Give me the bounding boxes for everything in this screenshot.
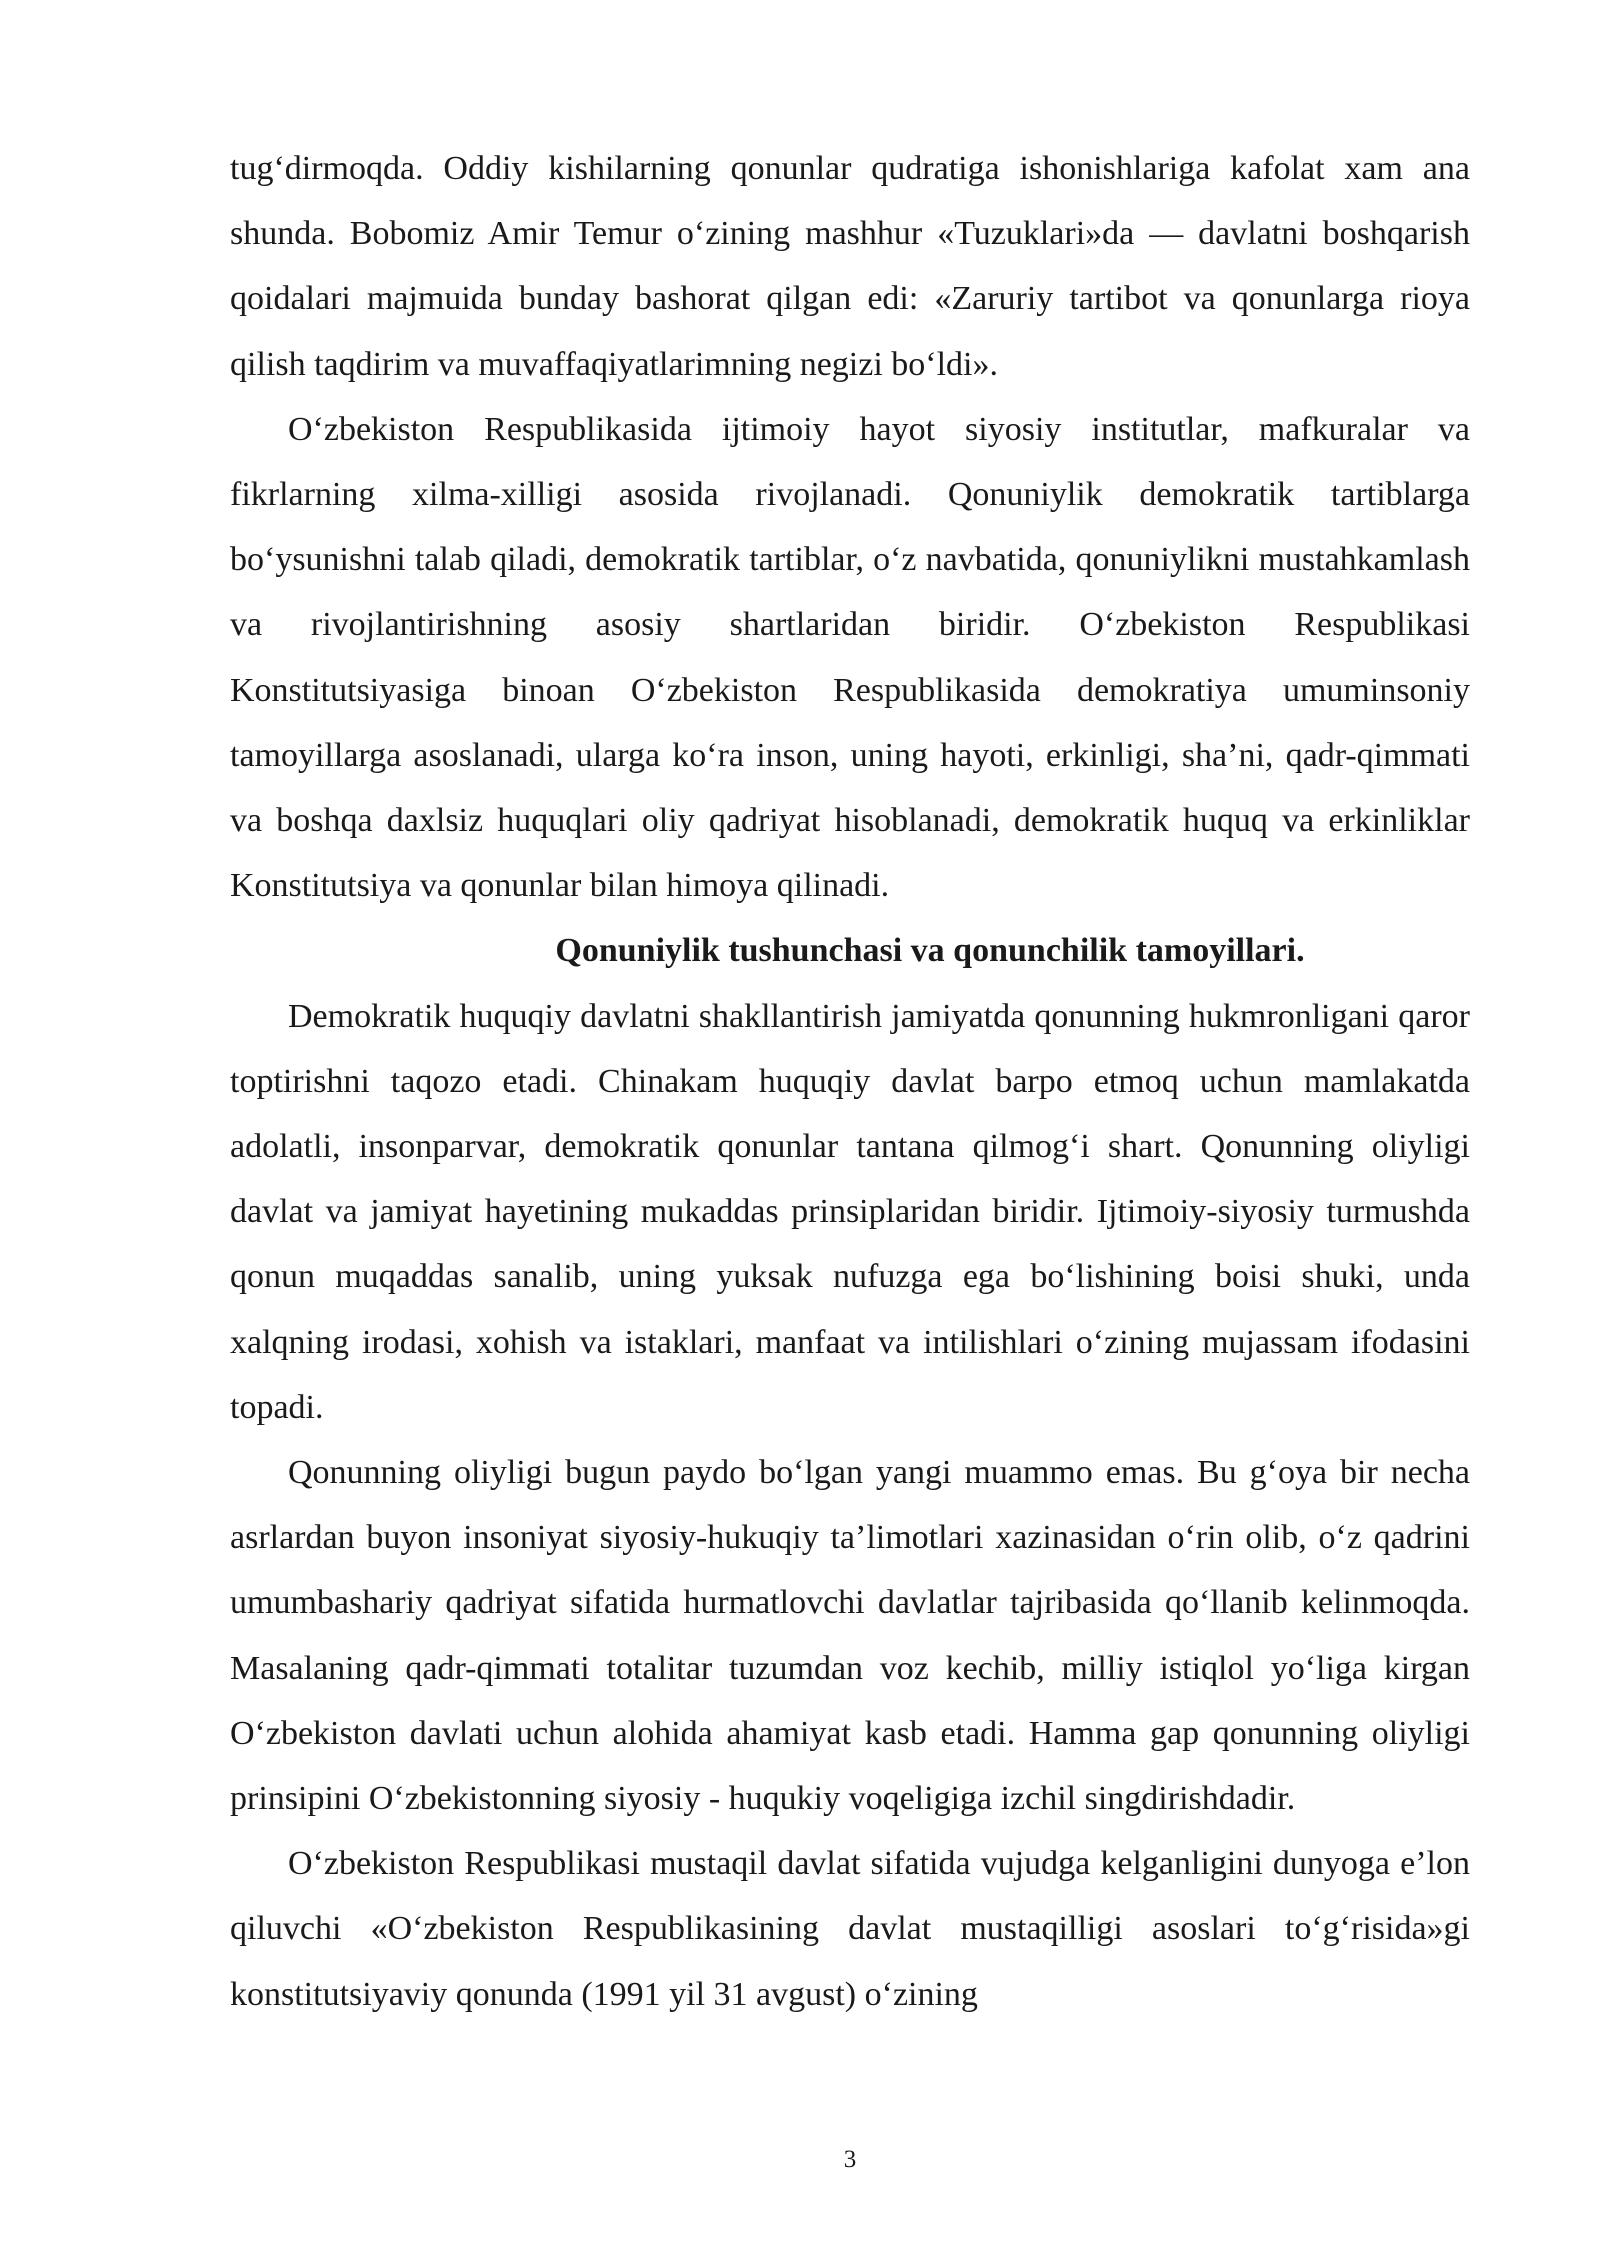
paragraph-democracy: O‘zbekiston Respublikasida ijtimoiy hayot siyosiy institutlar, mafkuralar va fikrlarning xilma-xilligi asosida rivojlanadi. Qonuniylik demokratik tartiblarga bo‘ysunishni talab qiladi, demokratik tartiblar, o‘z navbatida, qonuniylikni mustahkamlash va rivojlantirishning asosiy shartlaridan biridir. O‘zbekiston Respublikasi Konstitutsiyasiga binoan O‘zbekiston Respublikasida demokratiya umuminsoniy tamoyillarga asoslanadi, ularga ko‘ra inson, uning hayoti, erkinligi, sha’ni, qadr-qimmati va boshqa daxlsiz huquqlari oliy qadriyat hisoblanadi, demokratik huquq va erkinliklar Konstitutsiya va qonunlar bilan himoya qilinadi. (230, 410, 1470, 905)
section-heading: Qonuniylik tushunchasi va qonunchilik tamoyillari. (555, 932, 1305, 970)
paragraph-independence: O‘zbekiston Respublikasi mustaqil davlat sifatida vujudga kelganligini dunyoga e’lon qiluvchi «O‘zbekiston Respublikasining davlat mustaqilligi asoslari to‘g‘risida»gi konstitutsiyaviy qonunda (1991 yil 31 avgust) o‘zining (230, 1845, 1470, 2013)
paragraph-supremacy-of-law: Qonunning oliyligi bugun paydo bo‘lgan yangi muammo emas. Bu g‘oya bir necha asrlardan buyon insoniyat siyosiy-hukuqiy ta’limotlari xazinasidan o‘rin olib, o‘z qadrini umumbashariy qadriyat sifatida hurmatlovchi davlatlar tajribasida qo‘llanib kelinmoqda. Masalaning qadr-qimmati totalitar tuzumdan voz kechib, milliy istiqlol yo‘liga kirgan O‘zbekiston davlati uchun alohida ahamiyat kasb etadi. Hamma gap qonunning oliyligi prinsipini O‘zbekistonning siyosiy - huqukiy voqeligiga izchil singdirishdadir. (230, 1454, 1470, 1818)
page-number: 3 (843, 2146, 857, 2173)
document-body (230, 136, 1470, 2027)
paragraph-rule-of-law: Demokratik huquqiy davlatni shakllantirish jamiyatda qonunning hukmronligani qaror toptirishni taqozo etadi. Chinakam huquqiy davlat barpo etmoq uchun mamlakatda adolatli, insonparvar, demokratik qonunlar tantana qilmog‘i shart. Qonunning oliyligi davlat va jamiyat hayetining mukaddas prinsiplaridan biridir. Ijtimoiy-siyosiy turmushda qonun muqaddas sanalib, uning yuksak nufuzga ega bo‘lishining boisi shuki, unda xalqning irodasi, xohish va istaklari, manfaat va intilishlari o‘zining mujassam ifodasini topadi. (230, 997, 1470, 1426)
paragraph-continuation: tug‘dirmoqda. Oddiy kishilarning qonunlar qudratiga ishonishlariga kafolat xam ana shunda. Bobomiz Amir Temur o‘zining mashhur «Tuzuklari»da — davlatni boshqarish qoidalari majmuida bunday bashorat qilgan edi: «Zaruriy tartibot va qonunlarga rioya qilish taqdirim va muvaffaqiyatlarimning negizi bo‘ldi». (230, 150, 1470, 383)
